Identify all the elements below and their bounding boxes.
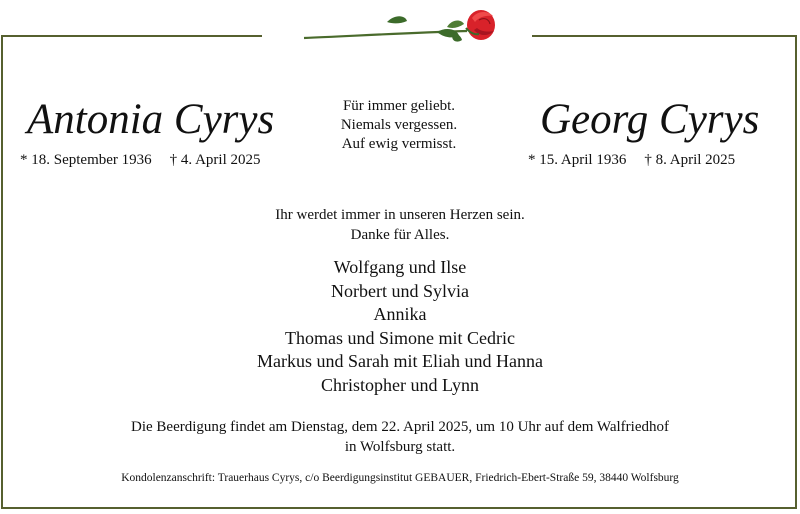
motto bbox=[300, 97, 498, 154]
message bbox=[0, 205, 800, 245]
funeral-notice bbox=[0, 417, 800, 457]
birth-date: * 18. September 1936 bbox=[20, 152, 152, 168]
family-member: Norbert und Sylvia bbox=[331, 280, 469, 301]
condolence-address: Kondolenzanschrift: Trauerhaus Cyrys, c/o Beerdigungsinstitut GEBAUER, Friedrich-Ebert-Straße 59, 38440 Wolfsburg bbox=[121, 472, 679, 484]
family-member: Thomas und Simone mit Cedric bbox=[285, 327, 515, 348]
family-member: Annika bbox=[373, 304, 427, 324]
family-member: Markus und Sarah mit Eliah und Hanna bbox=[257, 351, 543, 371]
death-date: † 8. April 2025 bbox=[644, 152, 736, 168]
deceased-name-georg: Georg Cyrys bbox=[540, 96, 760, 143]
message-line: Danke für Alles. bbox=[350, 227, 450, 243]
motto-line: Niemals vergessen. bbox=[340, 117, 458, 133]
dates-antonia bbox=[20, 152, 261, 169]
death-date: † 4. April 2025 bbox=[169, 152, 261, 168]
dates-georg bbox=[528, 152, 735, 169]
family-member: Wolfgang und Ilse bbox=[333, 257, 467, 277]
motto-line: Für immer geliebt. bbox=[342, 98, 456, 114]
family-member: Christopher und Lynn bbox=[321, 374, 479, 395]
rose-icon bbox=[262, 0, 532, 46]
funeral-line: in Wolfsburg statt. bbox=[344, 439, 456, 455]
motto-line: Auf ewig vermisst. bbox=[341, 136, 457, 152]
message-line: Ihr werdet immer in unseren Herzen sein. bbox=[275, 207, 525, 223]
rose-decoration bbox=[262, 0, 532, 46]
birth-date: * 15. April 1936 bbox=[528, 152, 627, 168]
deceased-name-antonia: Antonia Cyrys bbox=[27, 96, 275, 143]
funeral-line: Die Beerdigung findet am Dienstag, dem 22. April 2025, um 10 Uhr auf dem Walfriedhof bbox=[131, 419, 669, 435]
family-list bbox=[0, 256, 800, 397]
